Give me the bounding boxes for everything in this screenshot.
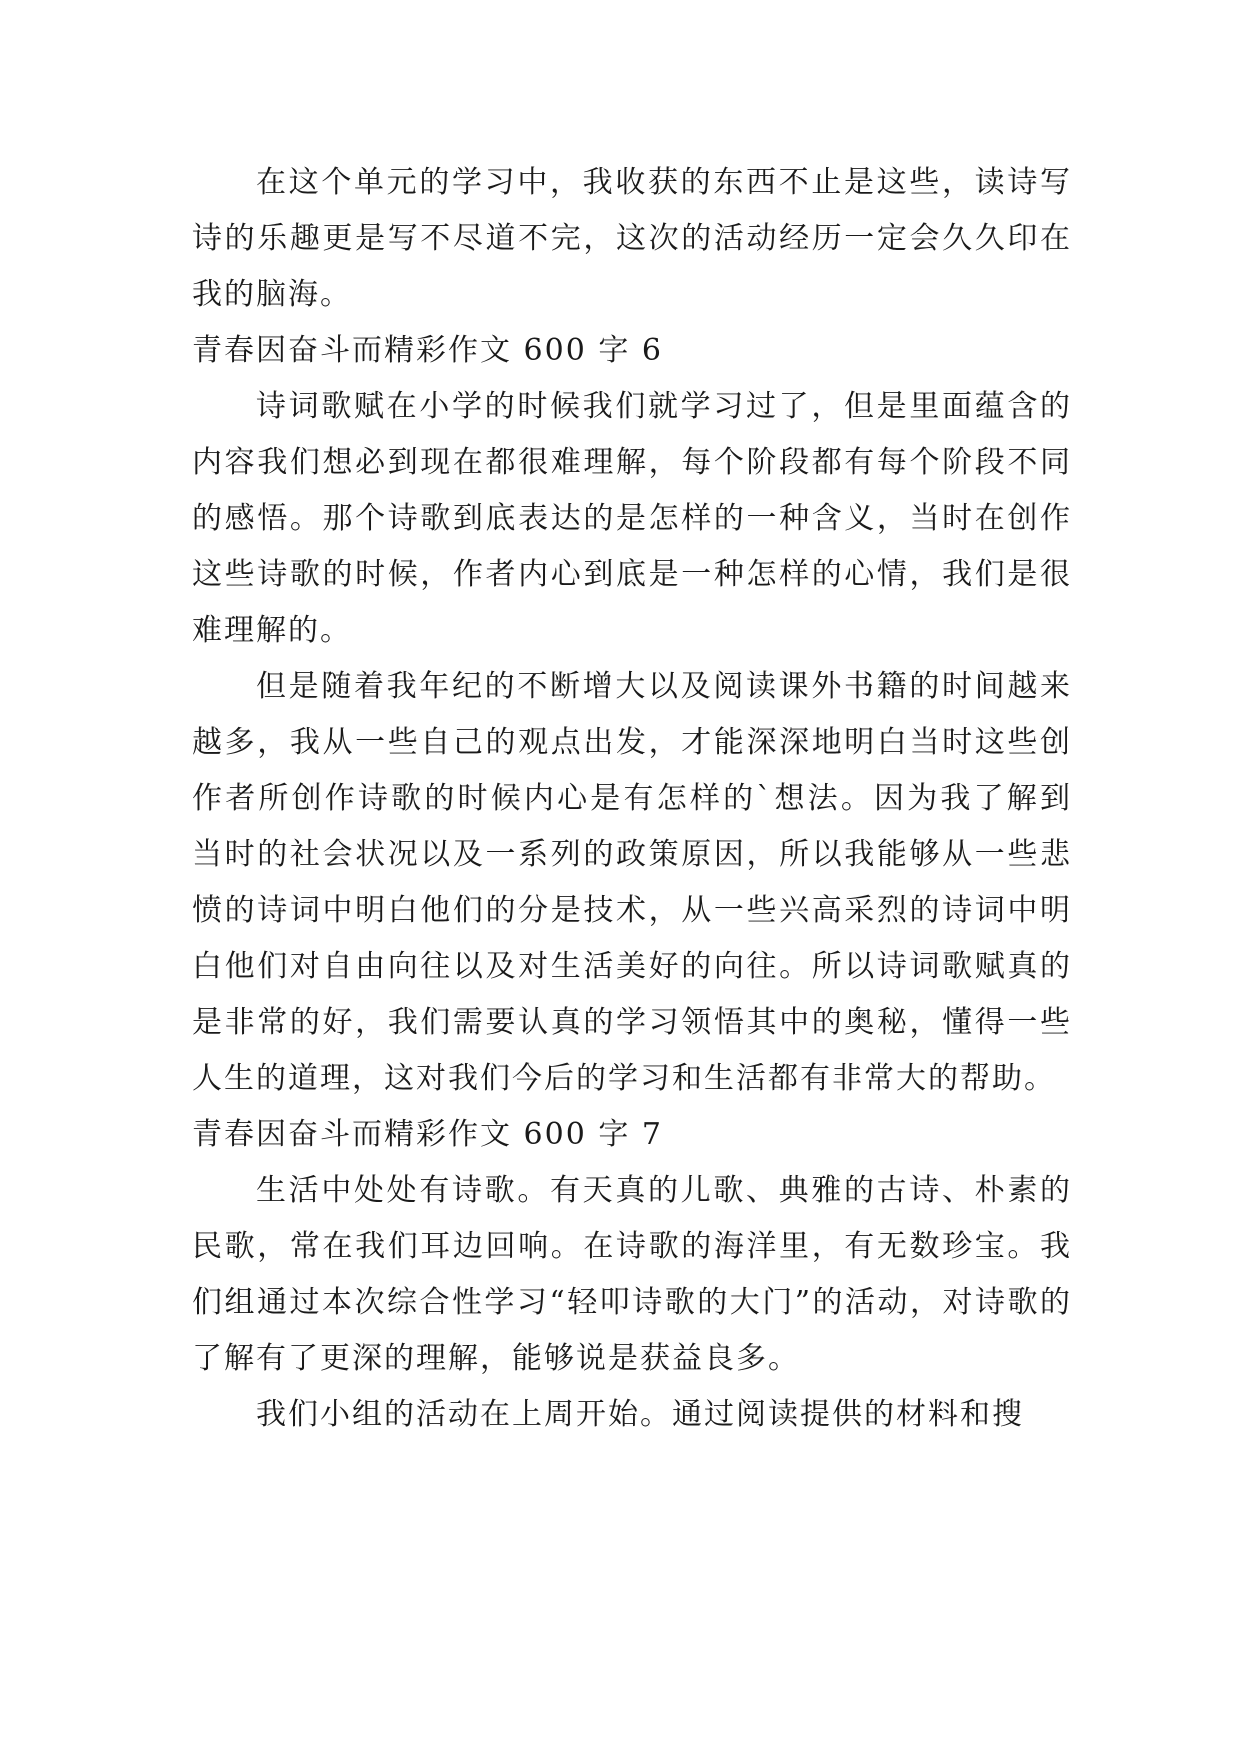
paragraph: 在这个单元的学习中，我收获的东西不止是这些，读诗写诗的乐趣更是写不尽道不完，这次的活动经历一定会久久印在我的脑海。 bbox=[192, 165, 1072, 312]
paragraph: 生活中处处有诗歌。有天真的儿歌、典雅的古诗、朴素的民歌，常在我们耳边回响。在诗歌的海洋里，有无数珍宝。我们组通过本次综合性学习“轻叩诗歌的大门”的活动，对诗歌的了解有了更深的理解，能够说是获益良多。 bbox=[192, 1173, 1072, 1376]
paragraph: 我们小组的活动在上周开始。通过阅读提供的材料和搜 bbox=[256, 1397, 1024, 1432]
paragraph: 诗词歌赋在小学的时候我们就学习过了，但是里面蕴含的内容我们想必到现在都很难理解，每个阶段都有每个阶段不同的感悟。那个诗歌到底表达的是怎样的一种含义，当时在创作这些诗歌的时候，作者内心到底是一种怎样的心情，我们是很难理解的。 bbox=[192, 389, 1072, 648]
paragraph: 但是随着我年纪的不断增大以及阅读课外书籍的时间越来越多，我从一些自己的观点出发，才能深深地明白当时这些创作者所创作诗歌的时候内心是有怎样的`想法。因为我了解到当时的社会状况以及一系列的政策原因，所以我能够从一些悲愤的诗词中明白他们的分是技术，从一些兴高采烈的诗词中明白他们对自由向往以及对生活美好的向往。所以诗词歌赋真的是非常的好，我们需要认真的学习领悟其中的奥秘，懂得一些人生的道理，这对我们今后的学习和生活都有非常大的帮助。 bbox=[192, 669, 1072, 1096]
section-heading: 青春因奋斗而精彩作文 600 字 7 bbox=[192, 1117, 663, 1152]
section-heading: 青春因奋斗而精彩作文 600 字 6 bbox=[192, 333, 663, 368]
document-body bbox=[192, 155, 1072, 1443]
